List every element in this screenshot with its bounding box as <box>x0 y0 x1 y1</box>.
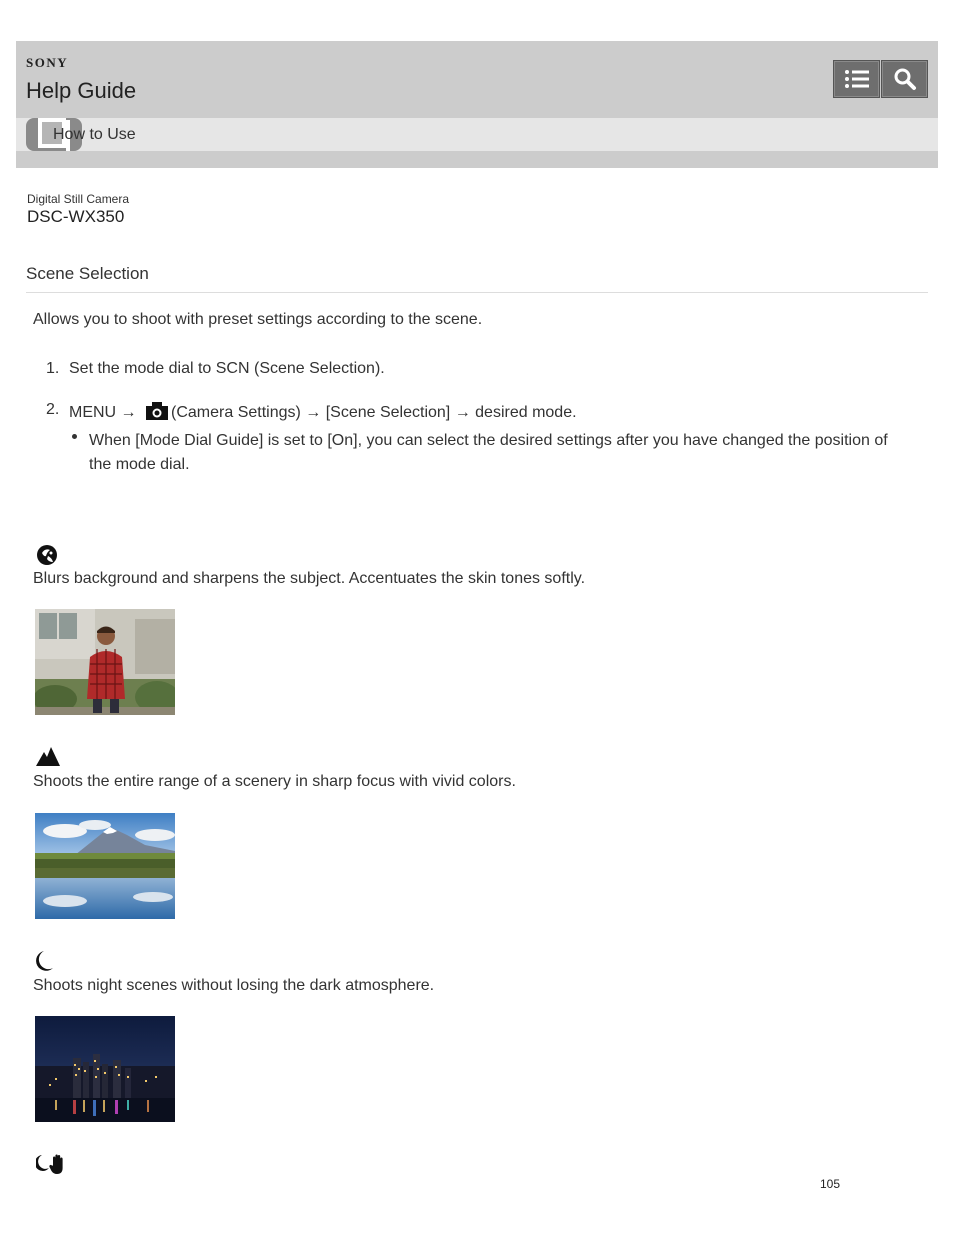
step-text-menu: MENU → <box>69 404 137 421</box>
page-number: 105 <box>820 1177 841 1191</box>
step-number: 1. <box>46 360 60 377</box>
step-text-camera-settings: (Camera Settings) → [Scene Selection] → desired mode. <box>171 404 577 421</box>
night-moon-icon <box>36 950 56 972</box>
search-button[interactable] <box>881 60 928 98</box>
mode-description: Shoots night scenes without losing the dark atmosphere. <box>33 977 435 994</box>
step-text: Set the mode dial to SCN (Scene Selection). <box>69 360 385 377</box>
help-guide-title[interactable]: Help Guide <box>26 78 137 103</box>
night-scene-photo <box>35 1016 175 1122</box>
contents-list-button[interactable] <box>833 60 880 98</box>
intro-text: Allows you to shoot with preset settings according to the scene. <box>33 311 483 328</box>
soft-skin-portrait-icon <box>36 544 60 566</box>
portrait-photo <box>35 609 175 715</box>
section-bar <box>16 118 938 151</box>
step-number: 2. <box>46 401 60 418</box>
site-header <box>16 41 938 168</box>
section-label-how-to-use[interactable]: How to Use <box>53 126 136 143</box>
landscape-photo <box>35 813 175 919</box>
landscape-mountain-icon <box>36 746 60 766</box>
brand-logo[interactable]: SONY <box>26 55 69 70</box>
camera-icon <box>145 401 169 421</box>
title-divider <box>26 292 928 293</box>
mode-description: Blurs background and sharpens the subject. Accentuates the skin tones softly. <box>33 570 586 587</box>
step-text <box>69 401 577 422</box>
search-icon <box>893 67 917 91</box>
product-type: Digital Still Camera <box>27 192 130 206</box>
mode-description: Shoots the entire range of a scenery in sharp focus with vivid colors. <box>33 773 516 790</box>
list-icon <box>844 68 870 90</box>
bullet-dot <box>72 434 77 439</box>
hand-held-twilight-icon <box>36 1153 68 1175</box>
note-mode-dial-guide: When [Mode Dial Guide] is set to [On], you can select the desired settings after you have changed the position of the mode dial. <box>89 432 888 473</box>
page-title: Scene Selection <box>26 264 149 283</box>
product-model: DSC-WX350 <box>27 207 125 226</box>
